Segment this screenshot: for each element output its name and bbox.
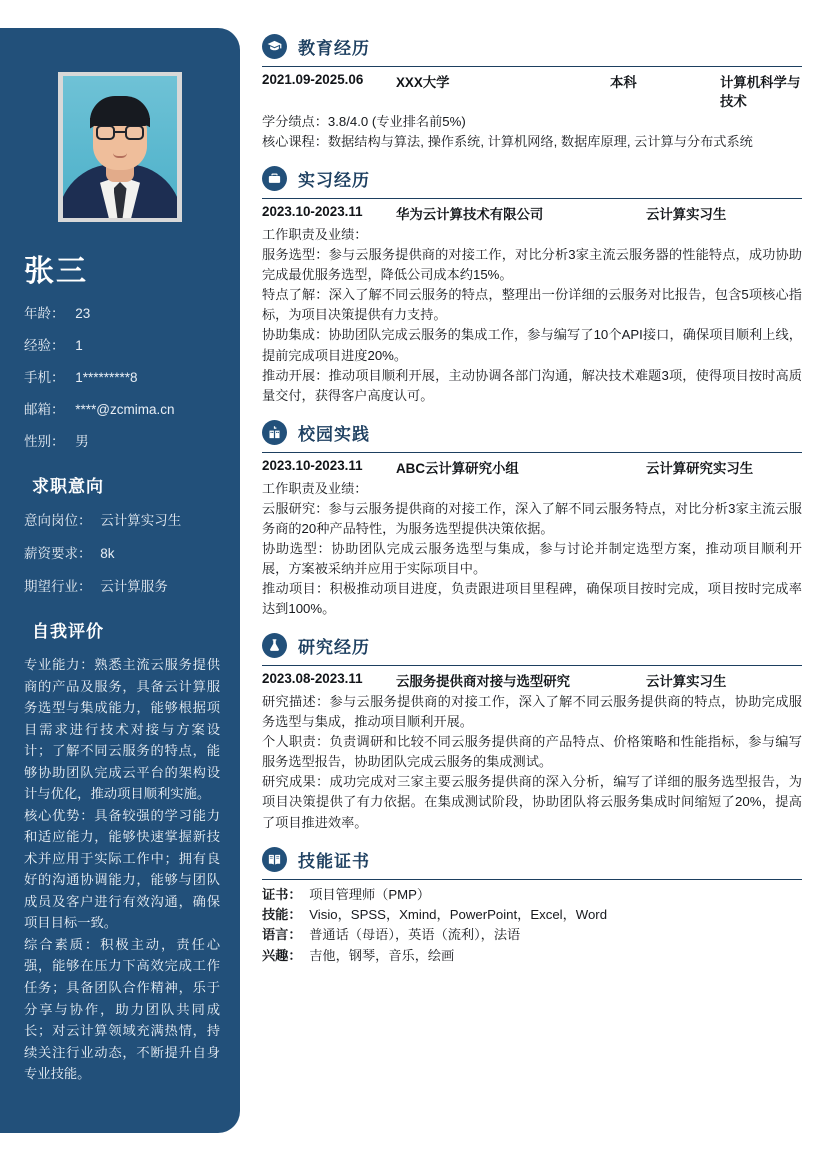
intent-label-industry: 期望行业： [24,579,92,594]
skills-label-language: 语言： [262,927,302,943]
section-divider [262,66,802,67]
research-line: 个人职责：负责调研和比较不同云服务提供商的产品特点、价格策略和性能指标，参与编写服务选型报告，协助团队完成云服务的集成测试。 [262,734,802,770]
section-education [262,34,802,152]
main-content [262,34,802,980]
campus-role: 云计算研究实习生 [646,460,754,476]
research-line: 研究描述：参与云服务提供商的对接工作，深入了解不同云服务提供商的特点，协助完成服务选型与集成，推动项目顺利开展。 [262,694,802,730]
section-research [262,633,802,832]
skills-row-software [262,905,802,925]
campus-line: 工作职责及业绩： [262,480,368,496]
skills-value-certificate: 项目管理师（PMP） [309,886,431,902]
internship-company: 华为云计算技术有限公司 [396,207,544,223]
education-gpa-line: 学分绩点：3.8/4.0 (专业排名前5%) [262,114,466,129]
internship-date: 2023.10-2023.11 [262,204,363,220]
section-title-skills-certificates: 技能证书 [298,851,370,871]
job-intent-list [24,509,222,595]
section-header-campus-practice [262,420,802,445]
intent-value-salary: 8k [100,546,115,561]
intent-row-position [24,509,222,529]
section-title-internship: 实习经历 [298,171,370,191]
intent-row-industry [24,575,222,595]
intent-row-salary [24,542,222,562]
internship-line: 工作职责及业绩： [262,227,368,243]
contact-row-phone [18,366,222,386]
skills-label-software: 技能： [262,907,302,923]
contact-value-experience: 1 [75,338,83,353]
research-line: 研究成果：成功完成对三家主要云服务提供商的深入分析，编写了详细的服务选型报告，为项目决策提供了有力依据。在集成测试阶段，协助团队将云服务集成时间缩短了20%，提高了项目推进效率。 [262,774,802,830]
avatar [63,76,177,218]
skills-label-interest: 兴趣： [262,947,302,963]
section-header-education [262,34,802,59]
campus-line: 协助选型：协助团队完成云服务选型与集成，参与讨论并制定选型方案，推动项目顺利开展，方案被采纳并应用于实际项目中。 [262,540,802,576]
intent-value-industry: 云计算服务 [100,579,168,594]
section-title-education: 教育经历 [298,39,370,58]
self-evaluation-heading: 自我评价 [32,622,104,641]
education-entry-row [262,72,802,110]
contact-value-gender: 男 [75,434,89,449]
section-divider [262,452,802,453]
internship-line: 协助集成：协助团队完成云服务的集成工作，参与编写了10个API接口，确保项目顺利上线，提前完成项目进度20%。 [262,327,802,363]
education-major: 计算机科学与技术 [720,75,801,109]
glasses-icon [96,125,144,140]
contact-label-age: 年龄： [24,306,65,321]
section-title-research: 研究经历 [298,638,370,658]
contact-value-email: ****@zcmima.cn [75,402,175,417]
contact-row-age [18,302,222,322]
contact-row-gender [18,430,222,450]
research-entry-row [262,671,802,690]
job-intent-heading: 求职意向 [32,477,104,496]
section-internship [262,166,802,406]
open-book-icon [262,847,287,872]
section-skills-certificates [262,847,802,967]
internship-line: 服务选型：参与云服务提供商的对接工作，对比分析3家主流云服务器的性能特点，成功协助完成最优服务选型，降低公司成本约15%。 [262,247,802,283]
education-date: 2021.09-2025.06 [262,72,364,87]
contact-label-experience: 经验： [24,338,65,353]
research-topic: 云服务提供商对接与选型研究 [396,674,571,690]
section-divider [262,665,802,666]
skills-value-language: 普通话（母语），英语（流利），法语 [309,927,521,943]
section-header-research [262,633,802,658]
campus-line: 推动项目：积极推动项目进度，负责跟进项目里程碑，确保项目按时完成，项目按时完成率达到100%。 [262,581,802,617]
internship-line: 推动开展：推动项目顺利开展，主动协调各部门沟通，解决技术难题3项，使得项目按时高质量交付，获得客户高度认可。 [262,367,802,403]
skills-label-certificate: 证书： [262,886,302,902]
campus-organization: ABC云计算研究小组 [396,460,519,476]
briefcase-icon [262,166,287,191]
campus-date: 2023.10-2023.11 [262,457,363,473]
section-divider [262,198,802,199]
intent-label-salary: 薪资要求： [24,546,92,561]
section-title-campus-practice: 校园实践 [298,424,370,444]
section-divider [262,879,802,880]
internship-role: 云计算实习生 [646,207,727,223]
avatar-frame [58,72,182,222]
skills-row-certificate [262,885,802,905]
contact-label-email: 邮箱： [24,402,65,417]
intent-label-position: 意向岗位： [24,513,92,528]
skills-value-interest: 吉他，钢琴，音乐，绘画 [309,947,455,963]
education-courses-line: 核心课程：数据结构与算法, 操作系统, 计算机网络, 数据库原理, 云计算与分布式系统 [262,134,753,150]
contact-row-experience [18,334,222,354]
contact-label-phone: 手机： [24,370,65,385]
contact-value-phone: 1*********8 [75,370,138,385]
skills-row-language [262,925,802,945]
education-degree: 本科 [610,75,637,90]
contact-list [18,302,222,450]
section-header-internship [262,166,802,191]
intent-value-position: 云计算实习生 [100,513,182,528]
section-campus-practice [262,420,802,619]
contact-row-email [18,398,222,418]
contact-label-gender: 性别： [24,434,65,449]
self-evaluation-paragraph: 综合素质：积极主动，责任心强，能够在压力下高效完成工作任务；具备团队合作精神，乐于分享与协作，助力团队共同成长；对云计算领域充满热情，持续关注行业动态，不断提升自身专业技能。 [24,936,220,1082]
graduation-cap-icon [262,34,287,59]
internship-line: 特点了解：深入了解不同云服务的特点，整理出一份详细的云服务对比报告，包含5项核心指标，为项目决策提供有力支持。 [262,287,802,323]
sidebar [0,28,240,1133]
school-building-icon [262,420,287,445]
section-header-skills-certificates [262,847,802,872]
education-school: XXX大学 [396,75,450,90]
self-evaluation-body [24,654,220,1085]
research-role: 云计算实习生 [646,674,727,690]
internship-entry-row [262,204,802,223]
flask-icon [262,633,287,658]
contact-value-age: 23 [75,306,91,321]
campus-line: 云服研究：参与云服务提供商的对接工作，深入了解不同云服务特点，对比分析3家主流云服务商的20种产品特性，为服务选型提供决策依据。 [262,500,802,536]
skills-row-interest [262,946,802,966]
skills-value-software: Visio，SPSS，Xmind，PowerPoint，Excel，Word [309,907,608,923]
self-evaluation-paragraph: 核心优势：具备较强的学习能力和适应能力，能够快速掌握新技术并应用于实际工作中；拥有良好的沟通协调能力，能够与团队成员及客户进行有效沟通，确保项目目标一致。 [24,807,220,931]
campus-entry-row [262,458,802,477]
self-evaluation-paragraph: 专业能力：熟悉主流云服务提供商的产品及服务，具备云计算服务选型与集成能力，能够根据项目需求进行技术对接与方案设计；了解不同云服务的特点，能够协助团队完成云平台的架构设计与优化，推动项目顺利实施。 [24,657,220,802]
research-date: 2023.08-2023.11 [262,671,363,687]
person-name: 张三 [24,255,88,288]
